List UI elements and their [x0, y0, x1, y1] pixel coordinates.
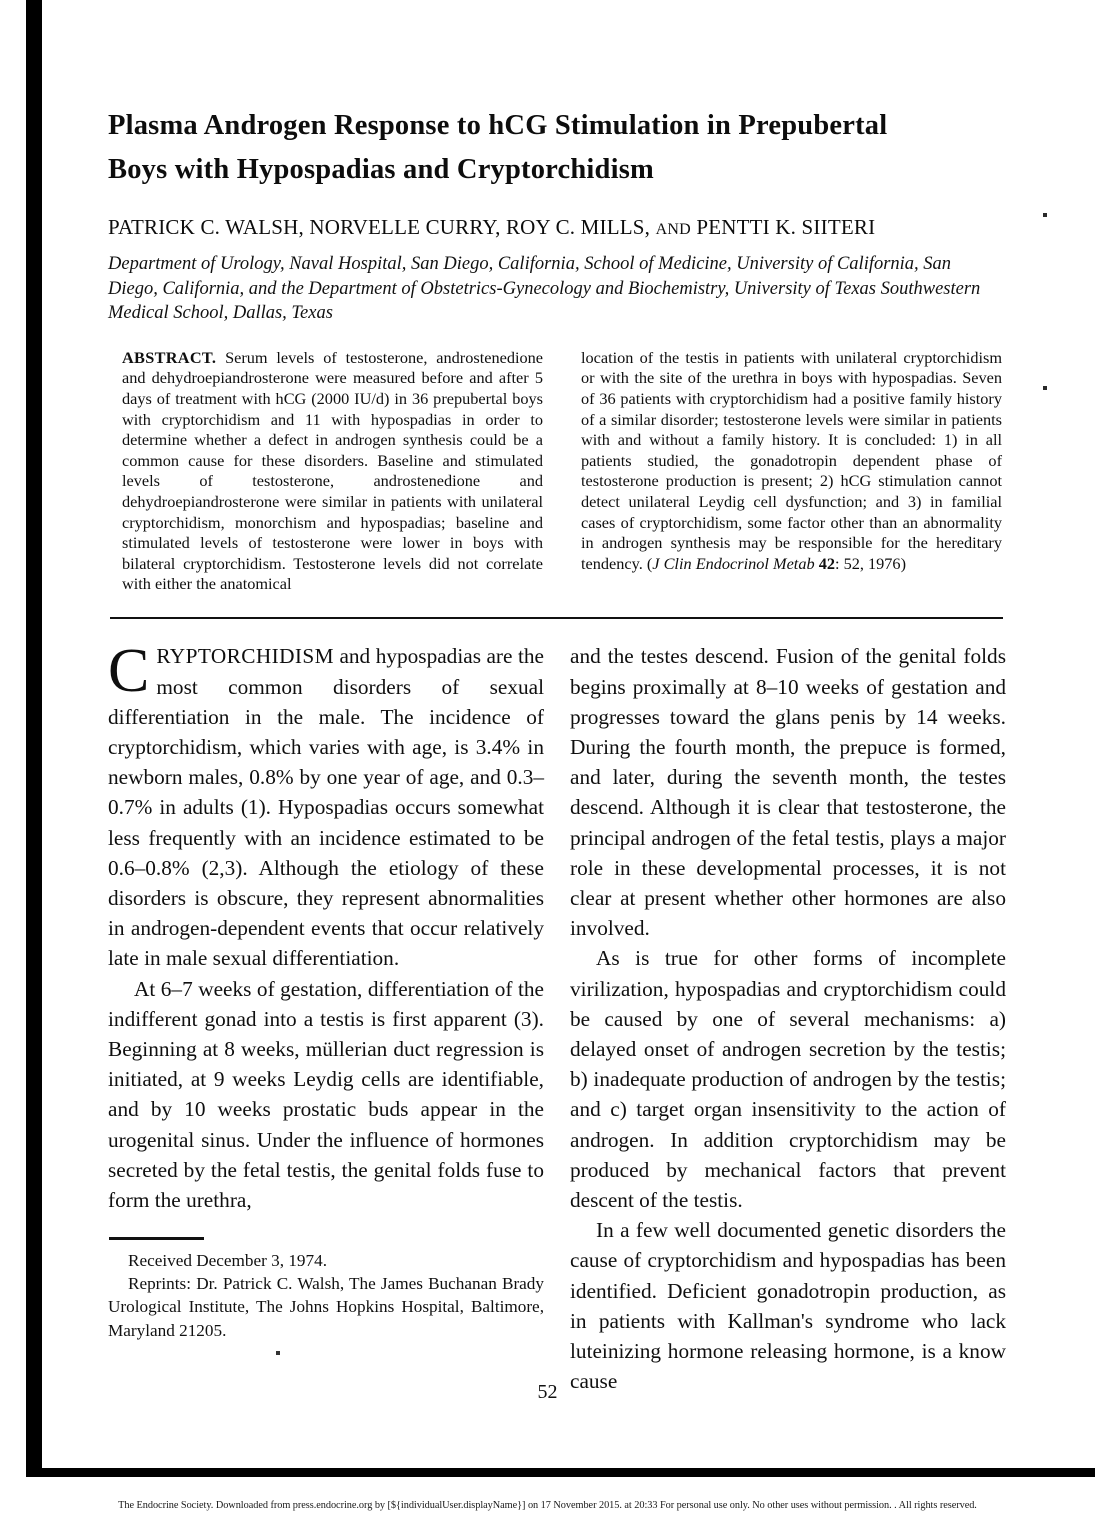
- lead-smallcaps: RYPTORCHIDISM: [156, 644, 334, 669]
- abstract-label: ABSTRACT.: [122, 347, 217, 367]
- authors-main: PATRICK C. WALSH, NORVELLE CURRY, ROY C. MILLS,: [108, 215, 651, 239]
- authors-conjunction: AND: [655, 221, 691, 238]
- abstract-citation-journal: J Clin Endocrinol Metab: [652, 553, 815, 573]
- abstract-text-left: Serum levels of testosterone, androstenedione and dehydroepiandrosterone were measured before and after 5 days of treatment with hCG (2000 IU/d) in 36 prepubertal boys with cryptorchidism and 11 with hypospadias in order to determine whether a defect in androgen synthesis could be a common cause for these disorders. Baseline and stimulated levels of testosterone, androstenedione and dehydroepiandrosterone were similar in patients with unilateral cryptorchidism, monorchism and hypospadias; baseline and stimulated levels of testosterone were lower in boys with bilateral cryptorchidism. Testosterone levels did not correlate with either the anatomical: [122, 347, 543, 594]
- body-column-right: [570, 641, 1006, 1396]
- scan-speck: [1043, 386, 1047, 390]
- page-content: [108, 104, 1006, 1396]
- footer-permission-notice: The Endocrine Society. Downloaded from press.endocrine.org by [${individualUser.displayName}] on 17 November 2015. at 20:33 For personal use only. No other uses without permission. . All rights reserved.: [118, 1500, 977, 1511]
- title-line-1: Plasma Androgen Response to hCG Stimulation in Prepubertal: [108, 110, 888, 141]
- abstract-citation-rest: : 52, 1976): [834, 553, 906, 573]
- abstract-citation-volume: 42: [818, 553, 835, 573]
- scan-gutter-bottom-edge: [26, 1468, 1095, 1477]
- abstract-section: [122, 348, 1002, 595]
- footnote-text: [108, 1249, 544, 1342]
- footnote-block: [108, 1237, 544, 1342]
- scan-gutter-left-edge: [26, 0, 42, 1475]
- scan-speck: [276, 1351, 280, 1355]
- page-number: 52: [537, 1381, 558, 1403]
- authors-last: PENTTI K. SIITERI: [696, 215, 876, 239]
- body-columns: [108, 637, 1006, 1396]
- body-paragraph: At 6–7 weeks of gestation, differentiation of the indifferent gonad into a testis is first apparent (3). Beginning at 8 weeks, müllerian duct regression is initiated, at 9 weeks Leydig cells are identifiable, and by 10 weeks prostatic buds appear in the urogenital sinus. Under the influence of hormones secreted by the fetal testis, the genital folds fuse to form the urethra,: [108, 976, 544, 1213]
- abstract-column-left: [122, 348, 543, 595]
- page-title: [108, 104, 1006, 192]
- affiliation: Department of Urology, Naval Hospital, San Diego, California, School of Medicine, University of California, San Diego, California, and the Department of Obstetrics-Gynecology and Biochemistry, University of Texas Southwestern Medical School, Dallas, Texas: [108, 254, 981, 324]
- footnote-divider-rule: [109, 1237, 204, 1240]
- footnote-received: Received December 3, 1974.: [128, 1250, 328, 1270]
- drop-cap: C: [108, 637, 150, 706]
- body-paragraph-text: and hypospadias are the most common disorders of sexual differentiation in the male. The incidence of cryptorchidism, which varies with age, is 3.4% in newborn males, 0.8% by one year of age, and 0.3–0.7% in adults (1). Hypospadias occurs somewhat less frequently with an incidence estimated to be 0.6–0.8% (2,3). Although the etiology of these disorders is obscure, they represent abnormalities in androgen-dependent events that occur relatively late in male sexual differentiation.: [108, 644, 544, 971]
- abstract-text-right: location of the testis in patients with unilateral cryptorchidism or with the site of the urethra in boys with hypospadias. Seven of 36 patients with cryptorchidism had a positive family history of a similar disorder; testosterone levels were similar in patients with and without a family history. It is concluded: 1) in all patients studied, the gonadotropin dependent phase of testosterone production is present; 2) hCG stimulation cannot detect unilateral Leydig cell dysfunction; and 3) in familial cases of cryptorchidism, some factor other than an abnormality in androgen synthesis may be responsible for the hereditary tendency. (: [581, 347, 1002, 573]
- body-paragraph: [108, 637, 544, 973]
- author-list: [108, 214, 1006, 243]
- body-paragraph: In a few well documented genetic disorders the cause of cryptorchidism and hypospadias has been identified. Deficient gonadotropin production, as in patients with Kallman's syndrome who lack luteinizing hormone releasing hormone, is a know cause: [570, 1218, 1006, 1394]
- body-paragraph: As is true for other forms of incomplete virilization, hypospadias and cryptorchidism could be caused by one of several mechanisms: a) delayed onset of androgen secretion by the testis; b) inadequate production of androgen by the testis; and c) target organ insensitivity to the action of androgen. In addition cryptorchidism may be produced by mechanical factors that prevent descent of the testis.: [570, 946, 1006, 1213]
- footnote-reprints: Reprints: Dr. Patrick C. Walsh, The James Buchanan Brady Urological Institute, The Johns Hopkins Hospital, Baltimore, Maryland 21205.: [108, 1274, 544, 1340]
- abstract-column-right: [581, 348, 1002, 595]
- scan-speck: [1043, 213, 1047, 217]
- title-line-2: Boys with Hypospadias and Cryptorchidism: [108, 154, 654, 185]
- body-column-left: [108, 637, 544, 1396]
- abstract-divider-rule: [110, 617, 1003, 620]
- body-paragraph: and the testes descend. Fusion of the genital folds begins proximally at 8–10 weeks of gestation and progresses toward the glans penis by 14 weeks. During the fourth month, the prepuce is formed, and later, during the seventh month, the testes descend. Although it is clear that testosterone, the principal androgen of the fetal testis, plays a major role in these developmental processes, it is not clear at present whether other hormones are also involved.: [570, 644, 1006, 941]
